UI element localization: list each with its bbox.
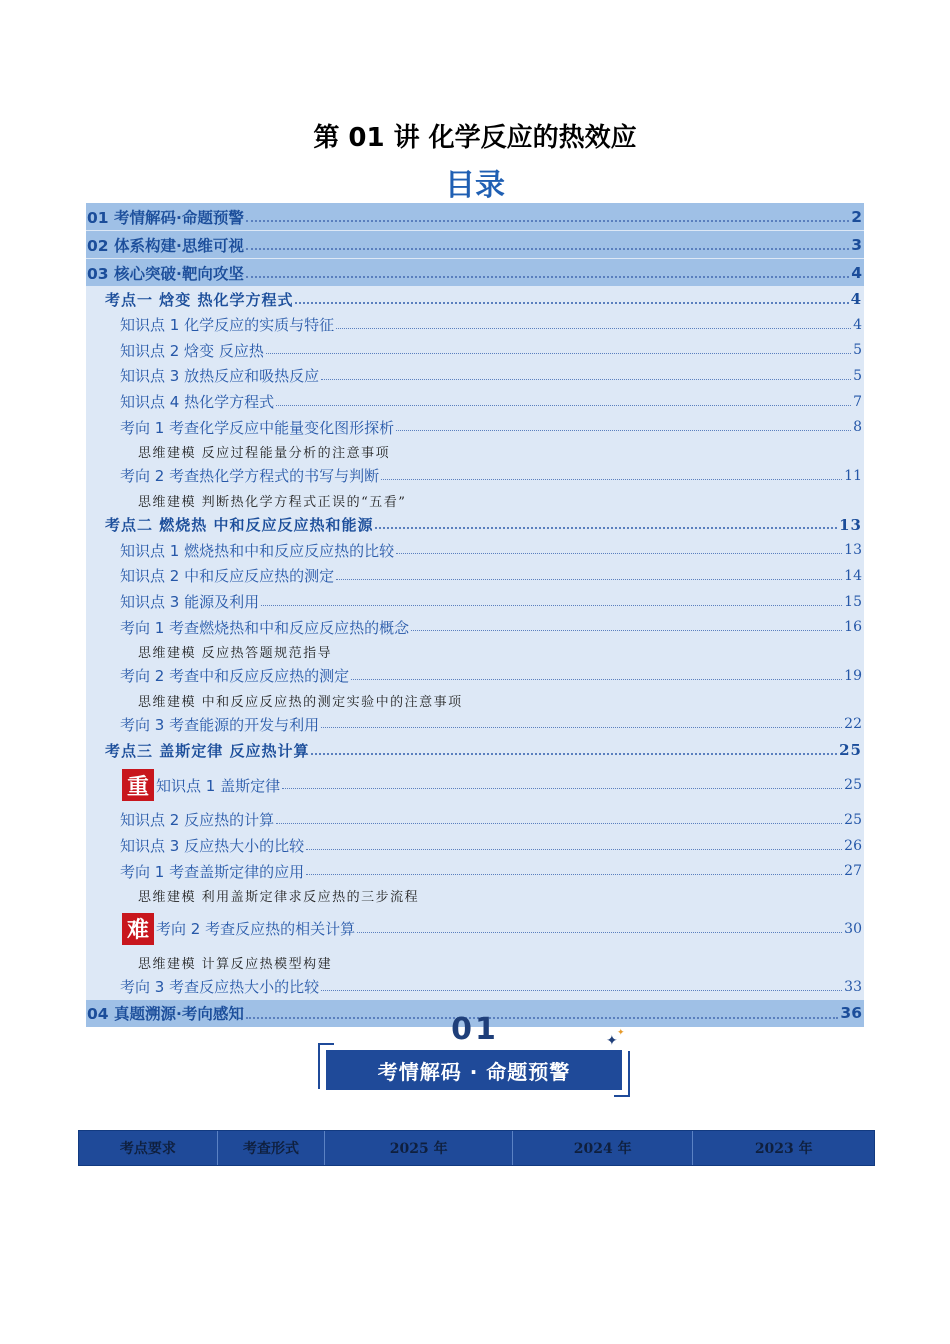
- toc-entry[interactable]: [86, 589, 864, 615]
- toc-entry-label: 思维建模 判断热化学方程式正误的“五看”: [138, 494, 407, 510]
- toc-leader-dots: [396, 552, 842, 554]
- toc-page-number: 4: [853, 316, 862, 333]
- toc-entry-label: 02 体系构建·思维可视: [87, 236, 244, 255]
- toc-page-number: 2: [851, 207, 862, 226]
- toc-page-number: 4: [851, 263, 862, 282]
- difficulty-badge: 难: [122, 913, 154, 945]
- toc-heading: 目录: [445, 168, 505, 203]
- toc-page-number: 3: [851, 235, 862, 254]
- toc-leader-dots: [396, 429, 851, 431]
- toc-entry-label: 知识点 3 放热反应和吸热反应: [120, 367, 320, 386]
- toc-page-number: 15: [844, 593, 862, 610]
- toc-entry-label: 03 核心突破·靶向攻坚: [87, 264, 244, 283]
- table-header-cell: 考查形式: [218, 1131, 326, 1165]
- toc-leader-dots: [336, 578, 842, 580]
- toc-entry[interactable]: [86, 712, 864, 738]
- toc-entry-label: 思维建模 利用盖斯定律求反应热的三步流程: [138, 889, 420, 905]
- toc-leader-dots: [321, 989, 842, 991]
- toc-entry-label: 知识点 3 能源及利用: [120, 593, 260, 612]
- toc-entry-label: 01 考情解码·命题预警: [87, 208, 244, 227]
- toc-leader-dots: [357, 931, 842, 933]
- toc-page-number: 36: [840, 1004, 862, 1022]
- toc-leader-dots: [246, 219, 849, 222]
- toc-leader-dots: [411, 629, 842, 631]
- toc-leader-dots: [295, 301, 848, 304]
- toc-page-number: 14: [844, 567, 862, 584]
- toc-leader-dots: [311, 752, 837, 755]
- toc-entry[interactable]: [86, 884, 864, 907]
- toc-entry-label: 考向 3 考查反应热大小的比较: [120, 978, 320, 997]
- toc-page-number: 27: [844, 863, 862, 880]
- toc-entry[interactable]: [86, 230, 864, 258]
- toc-page-number: 22: [844, 716, 862, 733]
- sparkle-icon: ✦: [606, 1033, 618, 1049]
- toc-entry-label: 思维建模 反应热答题规范指导: [138, 645, 333, 661]
- toc-entry[interactable]: [86, 563, 864, 589]
- document-title: 第 01 讲 化学反应的热效应: [313, 123, 637, 153]
- toc-leader-dots: [276, 404, 851, 406]
- toc-entry[interactable]: [86, 203, 864, 230]
- toc-page-number: 30: [844, 920, 862, 937]
- toc-page-number: 13: [844, 542, 862, 559]
- toc-page-number: 19: [844, 667, 862, 684]
- toc-entry-label: 知识点 1 燃烧热和中和反应反应热的比较: [120, 541, 395, 560]
- toc-entry-label: 考向 2 考查中和反应反应热的测定: [120, 667, 350, 686]
- toc-entry[interactable]: [86, 763, 864, 807]
- toc-entry-label: 知识点 1 盖斯定律: [156, 776, 281, 795]
- table-header-cell: 2024 年: [513, 1131, 694, 1165]
- toc-leader-dots: [266, 352, 851, 354]
- toc-entry-label: 考点三 盖斯定律 反应热计算: [105, 741, 310, 760]
- toc-entry-label: 思维建模 反应过程能量分析的注意事项: [138, 445, 391, 461]
- toc-entry-label: 知识点 2 焓变 反应热: [120, 341, 264, 360]
- toc-page-number: 4: [850, 290, 862, 308]
- toc-entry-label: 考向 1 考查燃烧热和中和反应反应热的概念: [120, 618, 410, 637]
- toc-page-number: 13: [839, 515, 862, 534]
- toc-entry-label: 知识点 3 反应热大小的比较: [120, 837, 305, 856]
- toc-entry[interactable]: [86, 286, 864, 312]
- toc-page-number: 25: [844, 777, 862, 794]
- toc-page-number: 25: [839, 741, 862, 760]
- toc-entry[interactable]: [86, 858, 864, 884]
- toc-entry[interactable]: [86, 258, 864, 286]
- toc-entry[interactable]: [86, 512, 864, 538]
- toc-page-number: 5: [853, 342, 862, 359]
- toc-leader-dots: [246, 247, 849, 250]
- toc-entry-label: 考向 2 考查反应热的相关计算: [156, 920, 356, 939]
- toc-leader-dots: [261, 604, 842, 606]
- sparkle-icon: ✦: [617, 1028, 625, 1038]
- table-header-cell: 2025 年: [325, 1131, 513, 1165]
- toc-page-number: 25: [844, 811, 862, 828]
- toc-entry-label: 考向 1 考查化学反应中能量变化图形探析: [120, 418, 395, 437]
- toc-entry[interactable]: [86, 489, 864, 512]
- toc-entry[interactable]: [86, 312, 864, 338]
- toc-entry[interactable]: [86, 338, 864, 364]
- toc-entry-label: 思维建模 计算反应热模型构建: [138, 956, 333, 972]
- toc-entry[interactable]: [86, 640, 864, 663]
- toc-entry-label: 知识点 1 化学反应的实质与特征: [120, 316, 335, 335]
- toc-entry[interactable]: [86, 807, 864, 833]
- toc-page-number: 16: [844, 619, 862, 636]
- section-number: 01: [451, 1012, 499, 1047]
- difficulty-badge: 重: [122, 769, 154, 801]
- toc-page-number: 26: [844, 837, 862, 854]
- toc-entry-label: 知识点 4 热化学方程式: [120, 393, 275, 412]
- toc-entry[interactable]: [86, 414, 864, 440]
- toc-entry-label: 04 真题溯源·考向感知: [87, 1005, 244, 1023]
- toc-entry[interactable]: [86, 689, 864, 712]
- toc-entry[interactable]: [86, 833, 864, 859]
- toc-leader-dots: [276, 822, 842, 824]
- toc-entry-label: 考点一 焓变 热化学方程式: [105, 290, 294, 309]
- toc-entry[interactable]: [86, 363, 864, 389]
- toc-leader-dots: [375, 526, 837, 529]
- toc-leader-dots: [306, 873, 842, 875]
- toc-entry[interactable]: [86, 951, 864, 974]
- section-title: 考情解码 · 命题预警: [326, 1050, 622, 1090]
- toc-page-number: 7: [853, 393, 862, 410]
- table-header-cell: 考点要求: [79, 1131, 218, 1165]
- toc-leader-dots: [321, 726, 842, 728]
- toc-entry-label: 考向 1 考查盖斯定律的应用: [120, 862, 305, 881]
- toc-entry[interactable]: [86, 663, 864, 689]
- toc-entry[interactable]: [86, 974, 864, 1000]
- toc-entry-label: 思维建模 中和反应反应热的测定实验中的注意事项: [138, 694, 463, 710]
- table-of-contents: [86, 203, 864, 1027]
- toc-leader-dots: [351, 678, 842, 680]
- toc-entry[interactable]: [86, 614, 864, 640]
- toc-entry-label: 考向 3 考查能源的开发与利用: [120, 715, 320, 734]
- toc-entry[interactable]: [86, 389, 864, 415]
- toc-leader-dots: [282, 787, 842, 789]
- toc-page-number: 11: [844, 467, 862, 484]
- table-header-cell: 2023 年: [754, 1141, 813, 1157]
- toc-entry-label: 知识点 2 中和反应反应热的测定: [120, 567, 335, 586]
- toc-leader-dots: [246, 275, 849, 278]
- toc-entry[interactable]: [86, 737, 864, 763]
- toc-entry-label: 知识点 2 反应热的计算: [120, 811, 275, 830]
- toc-page-number: 5: [853, 367, 862, 384]
- toc-page-number: 8: [853, 419, 862, 436]
- toc-page-number: 33: [844, 978, 862, 995]
- toc-entry-label: 考向 2 考查热化学方程式的书写与判断: [120, 467, 380, 486]
- toc-leader-dots: [306, 848, 842, 850]
- toc-leader-dots: [336, 327, 851, 329]
- toc-leader-dots: [381, 478, 842, 480]
- toc-leader-dots: [321, 378, 851, 380]
- toc-entry[interactable]: [86, 463, 864, 489]
- exam-table-header: [78, 1130, 875, 1166]
- toc-entry-label: 考点二 燃烧热 中和反应反应热和能源: [105, 516, 374, 535]
- toc-entry[interactable]: [86, 907, 864, 951]
- toc-entry[interactable]: [86, 440, 864, 463]
- toc-entry[interactable]: [86, 538, 864, 564]
